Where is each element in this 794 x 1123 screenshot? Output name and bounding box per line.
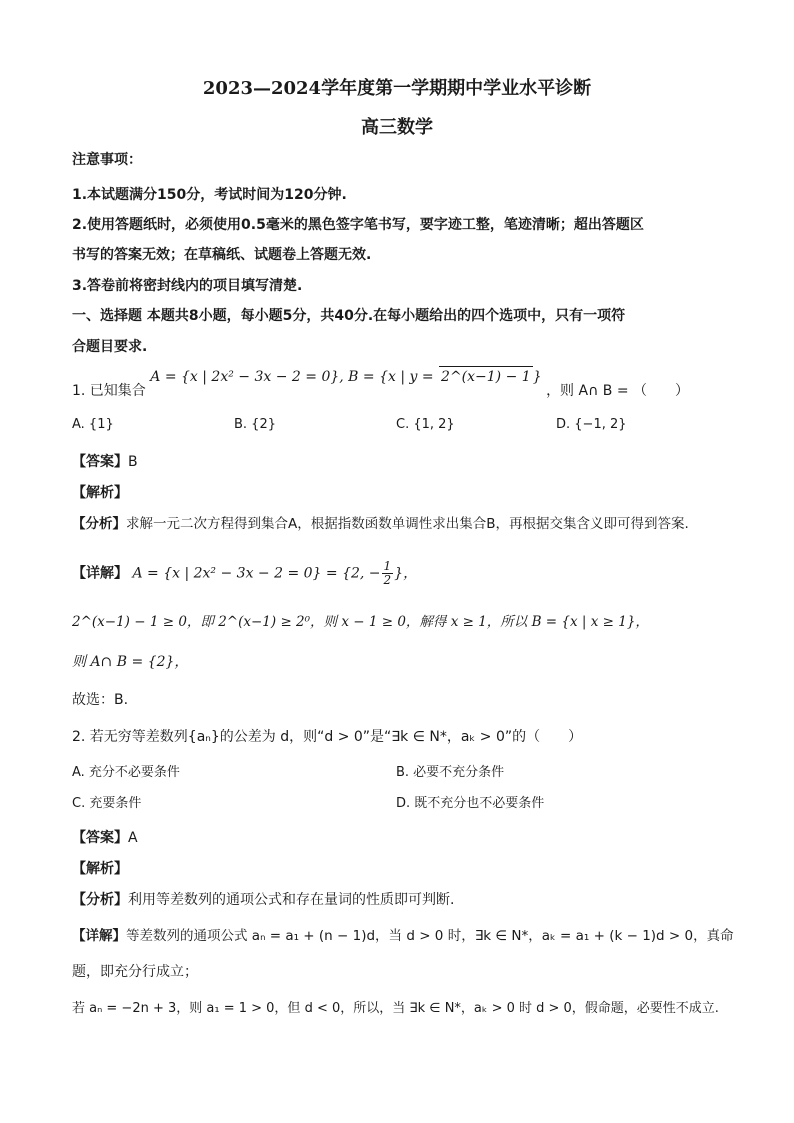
q2-option-d: D. 既不充分也不必要条件: [396, 796, 545, 811]
exam-title: 2023—2024学年度第一学期期中学业水平诊断: [202, 78, 592, 99]
section-heading-cont: 合题目要求.: [72, 339, 148, 355]
q2-detail-2: 题，即充分行成立；: [72, 964, 198, 980]
notice-heading: 注意事项：: [72, 152, 142, 168]
q2-option-a: A. 充分不必要条件: [72, 765, 180, 780]
notice-item-1: 1.本试题满分150分，考试时间为120分钟.: [72, 187, 347, 203]
notice-item-2: 2.使用答题纸时，必须使用0.5毫米的黑色签字笔书写，要字迹工整，笔迹清晰；超出答题区: [72, 217, 644, 233]
q1-option-d: D. {−1, 2}: [556, 417, 627, 432]
q1-option-c: C. {1, 2}: [396, 417, 455, 432]
q1-detail-3: 则 A∩ B = {2}，: [72, 654, 189, 670]
q2-detail-1: 【详解】等差数列的通项公式 aₙ = a₁ + (n − 1)d，当 d > 0 时，∃k ∈ N*，aₖ = a₁ + (k − 1)d > 0，真命: [72, 928, 734, 944]
q1-suffix: ，则 A∩ B = （ ）: [546, 383, 690, 399]
q2-answer: 【答案】A: [72, 830, 138, 846]
q1-analysis-tag: 【解析】: [72, 485, 128, 501]
question-2-stem: 2. 若无穷等差数列{aₙ}的公差为 d，则“d > 0”是“∃k ∈ N*，aₖ > 0”的（ ）: [72, 729, 583, 745]
q2-option-b: B. 必要不充分条件: [396, 765, 505, 780]
q1-choose: 故选：B.: [72, 692, 129, 708]
fraction-half: $\frac{1}{2}$: [383, 559, 392, 587]
q1-detail-2: 2^(x−1) − 1 ≥ 0，即 2^(x−1) ≥ 2⁰，则 x − 1 ≥ 0，解得 x ≥ 1，所以 B = {x | x ≥ 1}，: [72, 614, 649, 630]
notice-item-3: 3.答卷前将密封线内的项目填写清楚.: [72, 278, 303, 294]
q2-detail-3: 若 aₙ = −2n + 3，则 a₁ = 1 > 0，但 d < 0，所以，当 ∃k ∈ N*，aₖ > 0 时 d > 0，假命题，必要性不成立.: [72, 1001, 719, 1016]
section-heading: 一、选择题 本题共8小题，每小题5分，共40分.在每小题给出的四个选项中，只有一项符: [72, 308, 626, 324]
q1-answer: 【答案】B: [72, 454, 138, 470]
q2-option-c: C. 充要条件: [72, 796, 142, 811]
q1-fenxi: 【分析】求解一元二次方程得到集合A，根据指数函数单调性求出集合B，再根据交集含义即可得到答案.: [72, 516, 689, 532]
q2-fenxi: 【分析】利用等差数列的通项公式和存在量词的性质即可判断.: [72, 892, 455, 908]
q1-option-a: A. {1}: [72, 417, 114, 432]
q1-prefix: 1. 已知集合: [72, 383, 146, 399]
q1-detail-1: 【详解】 A = {x | 2x² − 3x − 2 = 0} = {2, − $\frac{1}{2}$ }，: [72, 559, 418, 587]
question-1-stem: [72, 369, 732, 401]
sqrt-radical: 2^(x−1) − 1: [439, 366, 533, 387]
q1-option-b: B. {2}: [234, 417, 276, 432]
q1-sets: A = {x | 2x² − 3x − 2 = 0}, B = {x | y = 2^(x−1) − 1 }: [150, 369, 541, 385]
exam-subject: 高三数学: [361, 117, 433, 138]
q2-analysis-tag: 【解析】: [72, 861, 128, 877]
notice-item-2-cont: 书写的答案无效；在草稿纸、试题卷上答题无效.: [72, 247, 372, 263]
